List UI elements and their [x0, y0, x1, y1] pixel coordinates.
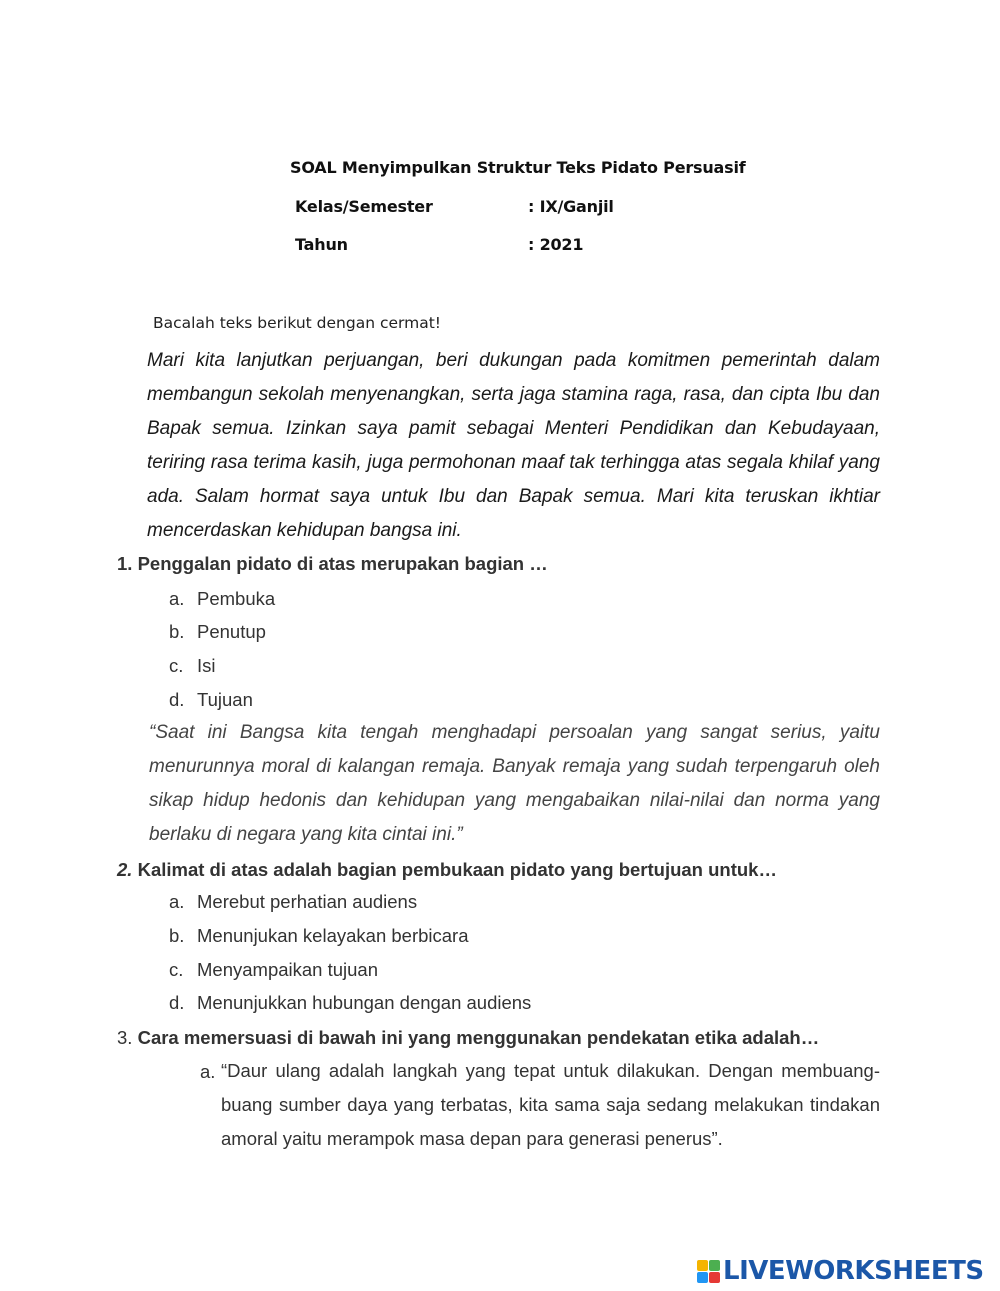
q2-option-b[interactable]: [169, 925, 469, 947]
speech-quote: “Saat ini Bangsa kita tengah menghadapi persoalan yang sangat serius, yaitu menurunnya moral di kalangan remaja. Banyak remaja yang sudah terpengaruh oleh sikap hidup hedonis dan kehidupan yang mengabaikan nilai-nilai dan norma yang berlaku di negara yang kita cintai ini.”: [149, 722, 880, 845]
instruction: Bacalah teks berikut dengan cermat!: [153, 314, 442, 332]
q1-option-b[interactable]: [169, 621, 266, 643]
year-value: : 2021: [528, 235, 584, 254]
brand-name: LIVEWORKSHEETS: [723, 1256, 984, 1286]
question-1: [117, 553, 548, 575]
option-text: Tujuan: [197, 689, 253, 710]
q2-option-c[interactable]: [169, 959, 378, 981]
question-text: Cara memersuasi di bawah ini yang menggunakan pendekatan etika adalah…: [137, 1027, 820, 1048]
option-letter: b.: [169, 621, 185, 642]
question-text: Kalimat di atas adalah bagian pembukaan pidato yang bertujuan untuk…: [137, 859, 777, 880]
option-text: Menunjukkan hubungan dengan audiens: [197, 992, 532, 1013]
question-text: Penggalan pidato di atas merupakan bagian …: [137, 553, 548, 574]
question-2: [117, 859, 777, 881]
option-text: Pembuka: [197, 588, 276, 609]
option-text: Menyampaikan tujuan: [197, 959, 378, 980]
option-letter: c.: [169, 959, 184, 980]
logo-mark: [697, 1260, 720, 1283]
q1-option-a[interactable]: [169, 588, 275, 610]
option-letter: d.: [169, 992, 185, 1013]
option-letter: c.: [169, 655, 184, 676]
question-3: [117, 1027, 819, 1049]
liveworksheets-logo: [697, 1256, 984, 1286]
option-letter: d.: [169, 689, 185, 710]
option-text: “Daur ulang adalah langkah yang tepat untuk dilakukan. Dengan membuang-buang sumber daya yang terbatas, kita sama saja sedang melakukan tindakan amoral yaitu merampok masa depan para generasi penerus”.: [221, 1060, 880, 1149]
logo-square-yellow: [697, 1260, 708, 1271]
class-semester-label: Kelas/Semester: [295, 197, 433, 216]
logo-square-red: [709, 1272, 720, 1283]
option-letter: a.: [169, 588, 185, 609]
worksheet-title: SOAL Menyimpulkan Struktur Teks Pidato Persuasif: [290, 158, 746, 177]
speech-passage: Mari kita lanjutkan perjuangan, beri dukungan pada komitmen pemerintah dalam membangun sekolah menyenangkan, serta jaga stamina raga, rasa, dan cipta Ibu dan Bapak semua. Izinkan saya pamit sebagai Menteri Pendidikan dan Kebudayaan, teriring rasa terima kasih, juga permohonan maaf tak terhingga atas segala khilaf yang ada. Salam hormat saya untuk Ibu dan Bapak semua. Mari kita teruskan ikhtiar mencerdaskan kehidupan bangsa ini.: [147, 350, 880, 541]
option-text: Isi: [197, 655, 216, 676]
q1-option-d[interactable]: [169, 689, 253, 711]
question-number: 3.: [117, 1027, 133, 1048]
question-number: 1.: [117, 553, 133, 574]
year-label: Tahun: [295, 235, 348, 254]
option-letter: b.: [169, 925, 185, 946]
q3-option-a-letter[interactable]: a.: [200, 1061, 216, 1082]
option-text: Penutup: [197, 621, 266, 642]
option-text: Merebut perhatian audiens: [197, 891, 418, 912]
option-text: Menunjukan kelayakan berbicara: [197, 925, 469, 946]
q3-option-a-text[interactable]: [221, 1054, 880, 1156]
class-semester-value: : IX/Ganjil: [528, 197, 614, 216]
option-letter: a.: [169, 891, 185, 912]
logo-square-green: [709, 1260, 720, 1271]
logo-square-blue: [697, 1272, 708, 1283]
q1-option-c[interactable]: [169, 655, 216, 677]
question-number: 2.: [117, 859, 133, 880]
q2-option-a[interactable]: [169, 891, 417, 913]
q2-option-d[interactable]: [169, 992, 531, 1014]
